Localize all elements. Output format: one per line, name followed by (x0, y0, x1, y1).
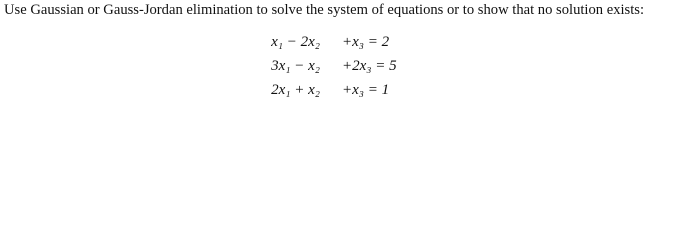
equation-lhs: 2x₁ + x₂ (271, 82, 320, 98)
problem-instruction: Use Gaussian or Gauss-Jordan elimination to solve the system of equations or to show that no solution exists: (4, 2, 645, 18)
equation-rhs: +x₃ = 2 (342, 34, 390, 50)
equation-system (252, 34, 412, 106)
equation-lhs: 3x₁ − x₂ (271, 58, 320, 74)
equation-row (252, 34, 412, 58)
problem-statement (4, 0, 664, 20)
equation-row (252, 58, 412, 82)
equation-rhs: +x₃ = 1 (342, 82, 390, 98)
equation-row (252, 82, 412, 106)
equation-lhs: x₁ − 2x₂ (271, 34, 320, 50)
equation-rhs: +2x₃ = 5 (342, 58, 397, 74)
